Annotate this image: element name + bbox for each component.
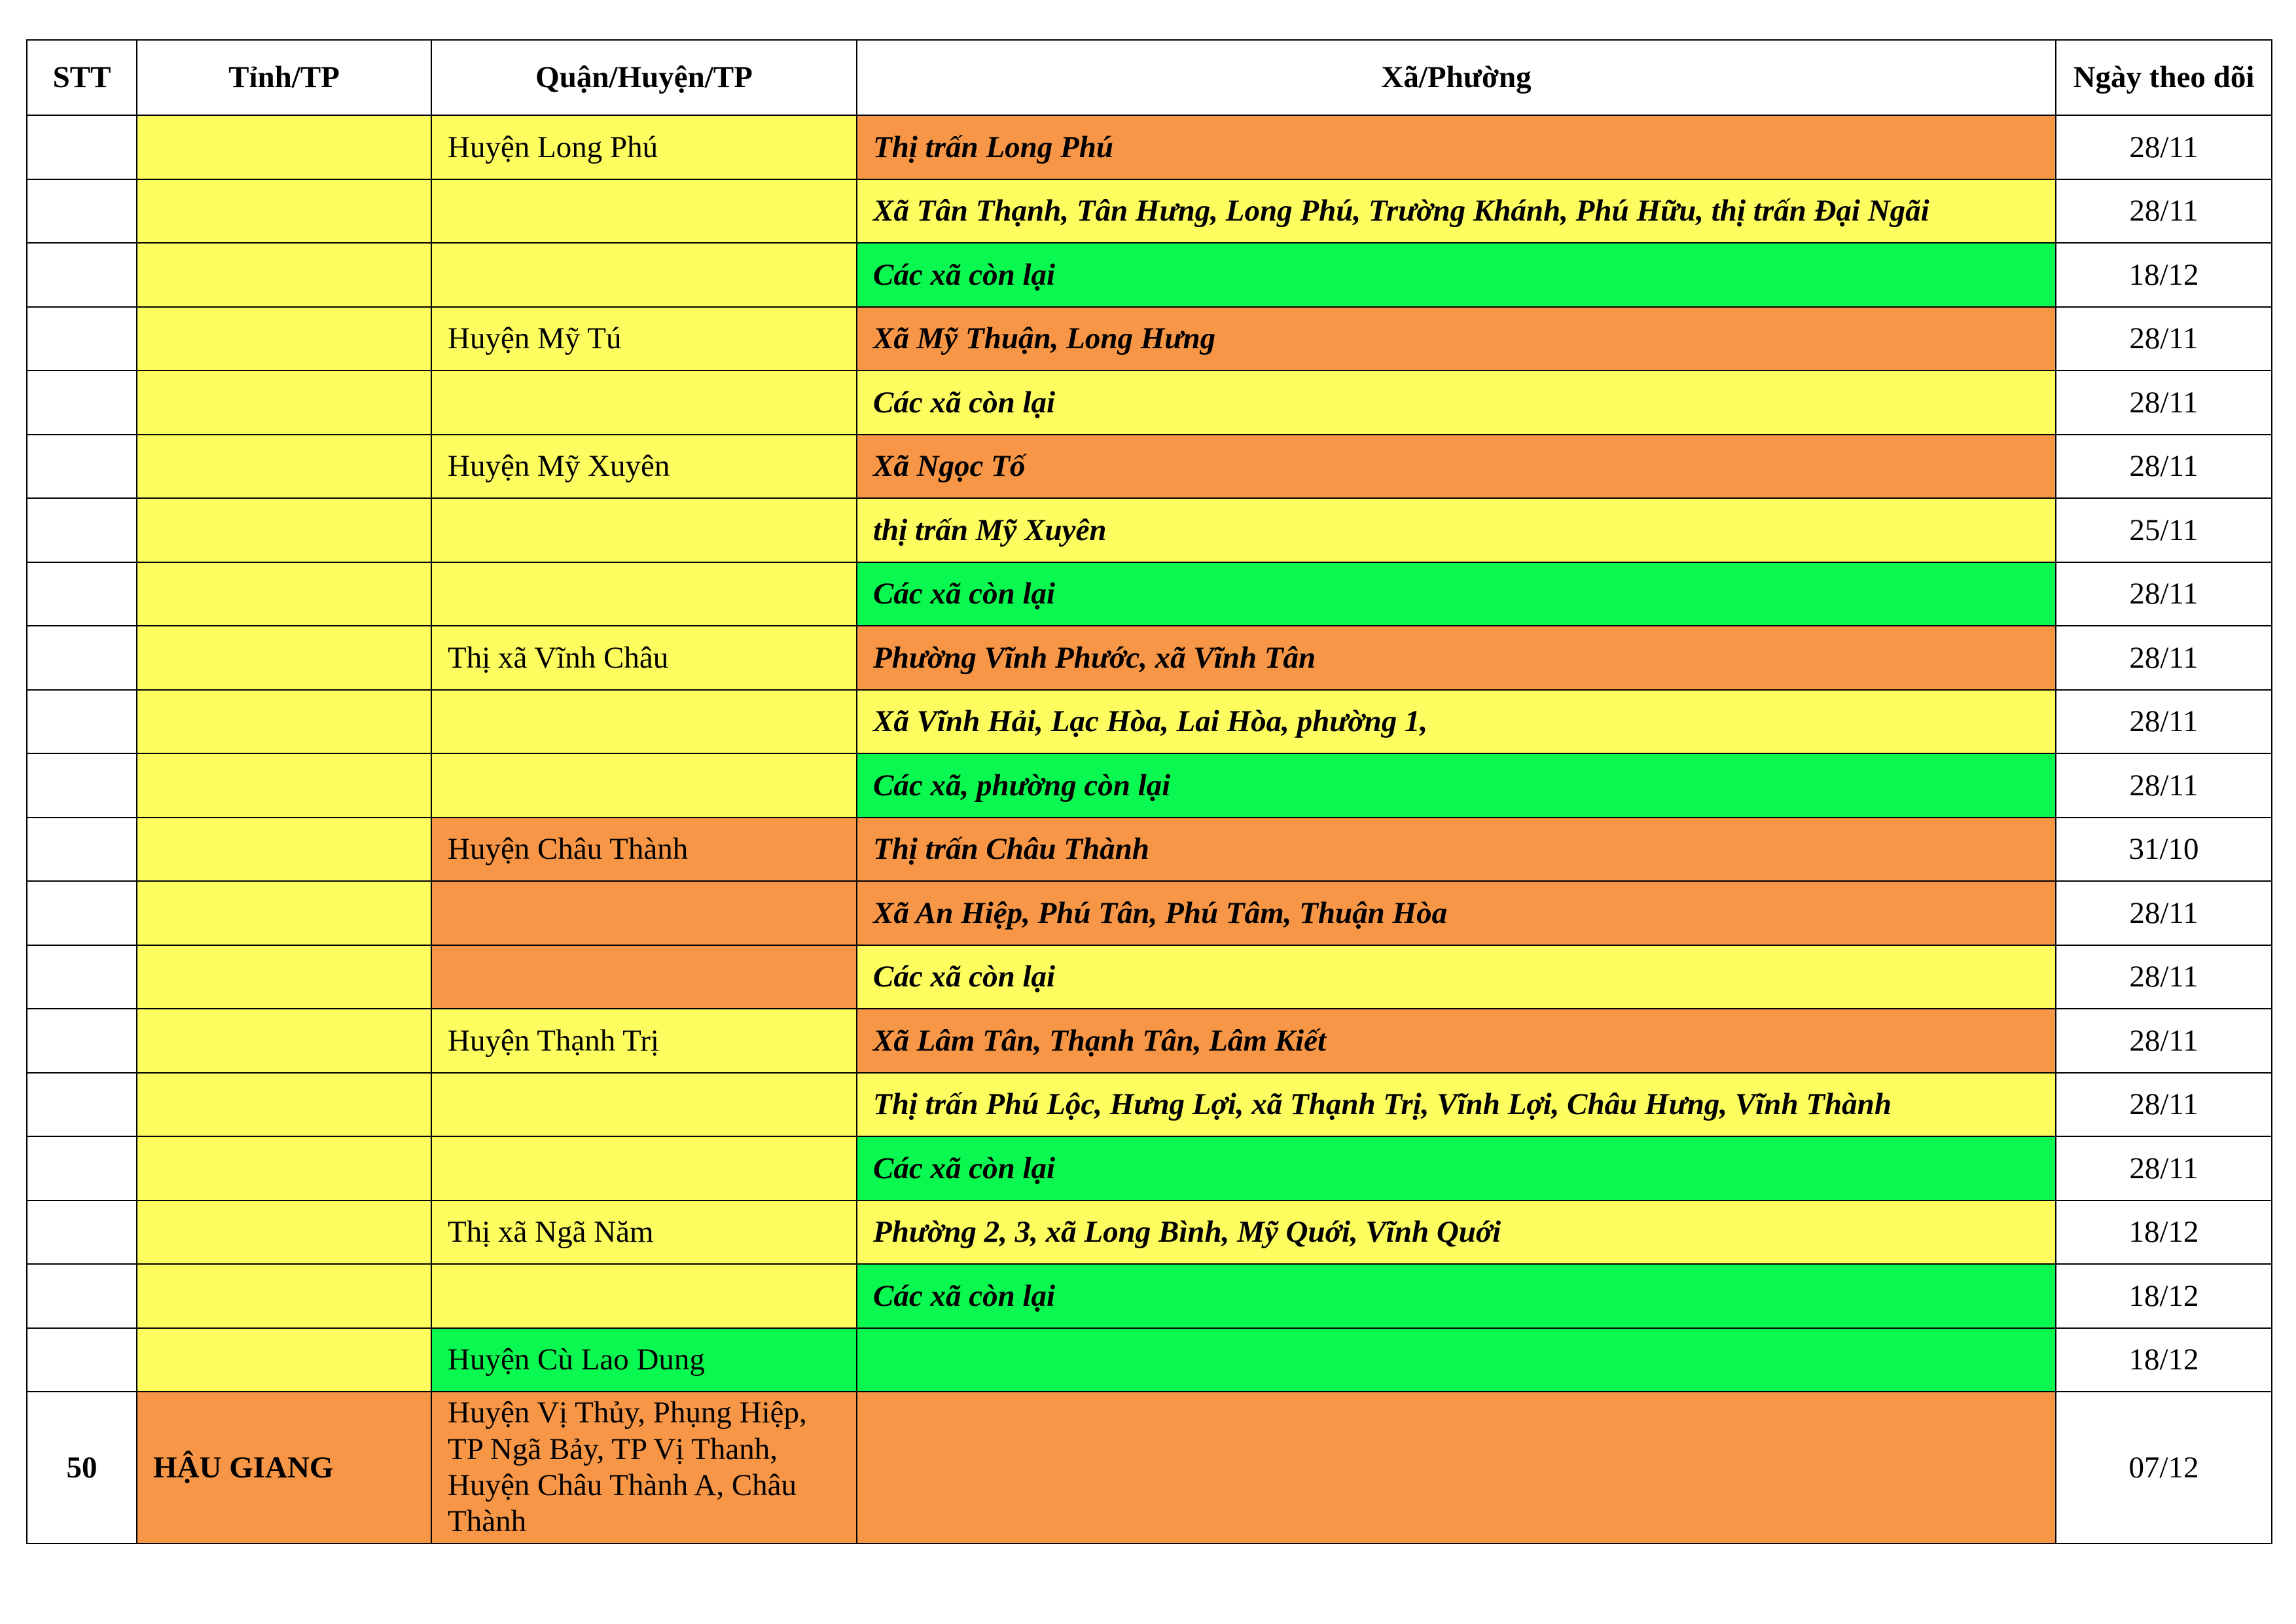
date-cell: 18/12 (2056, 1264, 2272, 1328)
table-row (27, 435, 2272, 499)
table-row (27, 562, 2272, 626)
date-cell: 28/11 (2056, 626, 2272, 690)
province-cell (137, 435, 431, 499)
date-cell: 28/11 (2056, 690, 2272, 754)
table-row (27, 753, 2272, 818)
district-cell: Thị xã Ngã Năm (431, 1200, 857, 1265)
district-cell: Huyện Châu Thành (431, 818, 857, 882)
ward-cell: Xã Mỹ Thuận, Long Hưng (857, 307, 2056, 371)
date-cell: 18/12 (2056, 1328, 2272, 1392)
table-body (27, 115, 2272, 1543)
stt-cell (27, 243, 137, 307)
district-cell (431, 945, 857, 1009)
district-cell (431, 243, 857, 307)
stt-cell (27, 1136, 137, 1200)
province-cell (137, 370, 431, 435)
date-cell: 28/11 (2056, 435, 2272, 499)
province-cell (137, 243, 431, 307)
ward-cell: Xã Vĩnh Hải, Lạc Hòa, Lai Hòa, phường 1, (857, 690, 2056, 754)
ward-cell: Phường 2, 3, xã Long Bình, Mỹ Quới, Vĩnh Quới (857, 1200, 2056, 1265)
province-cell (137, 179, 431, 244)
date-cell: 18/12 (2056, 1200, 2272, 1265)
date-cell: 28/11 (2056, 1073, 2272, 1137)
date-cell: 28/11 (2056, 1136, 2272, 1200)
table-row (27, 370, 2272, 435)
ward-cell: Các xã còn lại (857, 562, 2056, 626)
district-cell (431, 370, 857, 435)
date-cell: 28/11 (2056, 945, 2272, 1009)
province-cell (137, 115, 431, 179)
province-cell (137, 1073, 431, 1137)
ward-cell: Xã Lâm Tân, Thạnh Tân, Lâm Kiết (857, 1009, 2056, 1073)
table-row (27, 115, 2272, 179)
district-cell: Huyện Thạnh Trị (431, 1009, 857, 1073)
table-row (27, 945, 2272, 1009)
date-cell: 28/11 (2056, 307, 2272, 371)
district-cell: Huyện Cù Lao Dung (431, 1328, 857, 1392)
stt-cell: 50 (27, 1392, 137, 1543)
stt-cell (27, 753, 137, 818)
date-cell: 28/11 (2056, 562, 2272, 626)
district-cell (431, 753, 857, 818)
stt-cell (27, 370, 137, 435)
district-cell (431, 1264, 857, 1328)
province-cell (137, 753, 431, 818)
ward-cell: Các xã còn lại (857, 1136, 2056, 1200)
district-cell (431, 498, 857, 562)
covid-risk-table (26, 39, 2272, 1544)
table-row (27, 818, 2272, 882)
ward-cell: thị trấn Mỹ Xuyên (857, 498, 2056, 562)
table-row (27, 179, 2272, 244)
stt-cell (27, 1328, 137, 1392)
district-cell: Thị xã Vĩnh Châu (431, 626, 857, 690)
district-cell: Huyện Mỹ Xuyên (431, 435, 857, 499)
stt-cell (27, 945, 137, 1009)
header-stt: STT (27, 40, 137, 115)
ward-cell: Thị trấn Châu Thành (857, 818, 2056, 882)
ward-cell: Xã An Hiệp, Phú Tân, Phú Tâm, Thuận Hòa (857, 881, 2056, 945)
district-cell (431, 690, 857, 754)
date-cell: 07/12 (2056, 1392, 2272, 1543)
district-cell: Huyện Mỹ Tú (431, 307, 857, 371)
date-cell: 25/11 (2056, 498, 2272, 562)
stt-cell (27, 498, 137, 562)
table-row (27, 1392, 2272, 1543)
stt-cell (27, 179, 137, 244)
ward-cell: Các xã còn lại (857, 370, 2056, 435)
province-cell (137, 307, 431, 371)
stt-cell (27, 818, 137, 882)
district-cell: Huyện Long Phú (431, 115, 857, 179)
table-row (27, 243, 2272, 307)
date-cell: 28/11 (2056, 115, 2272, 179)
date-cell: 28/11 (2056, 1009, 2272, 1073)
stt-cell (27, 1264, 137, 1328)
ward-cell: Phường Vĩnh Phước, xã Vĩnh Tân (857, 626, 2056, 690)
ward-cell (857, 1328, 2056, 1392)
district-cell: Huyện Vị Thủy, Phụng Hiệp, TP Ngã Bảy, TP Vị Thanh, Huyện Châu Thành A, Châu Thành (431, 1392, 857, 1543)
table-row (27, 690, 2272, 754)
table-row (27, 1136, 2272, 1200)
province-cell (137, 881, 431, 945)
date-cell: 28/11 (2056, 179, 2272, 244)
province-cell (137, 1009, 431, 1073)
district-cell (431, 179, 857, 244)
table-row (27, 1009, 2272, 1073)
province-cell (137, 562, 431, 626)
stt-cell (27, 690, 137, 754)
table-row (27, 307, 2272, 371)
ward-cell: Các xã còn lại (857, 243, 2056, 307)
province-cell (137, 945, 431, 1009)
stt-cell (27, 435, 137, 499)
district-cell (431, 1073, 857, 1137)
header-row (27, 40, 2272, 115)
table-row (27, 1264, 2272, 1328)
table-row (27, 1200, 2272, 1265)
stt-cell (27, 1073, 137, 1137)
district-cell (431, 1136, 857, 1200)
date-cell: 28/11 (2056, 881, 2272, 945)
province-cell (137, 818, 431, 882)
ward-cell: Các xã còn lại (857, 1264, 2056, 1328)
header-province: Tỉnh/TP (137, 40, 431, 115)
province-cell (137, 1200, 431, 1265)
stt-cell (27, 881, 137, 945)
stt-cell (27, 1200, 137, 1265)
district-cell (431, 881, 857, 945)
table-row (27, 1073, 2272, 1137)
ward-cell: Các xã còn lại (857, 945, 2056, 1009)
table-row (27, 498, 2272, 562)
district-cell (431, 562, 857, 626)
ward-cell (857, 1392, 2056, 1543)
stt-cell (27, 626, 137, 690)
stt-cell (27, 562, 137, 626)
date-cell: 28/11 (2056, 753, 2272, 818)
date-cell: 18/12 (2056, 243, 2272, 307)
province-cell: HẬU GIANG (137, 1392, 431, 1543)
stt-cell (27, 1009, 137, 1073)
stt-cell (27, 115, 137, 179)
date-cell: 31/10 (2056, 818, 2272, 882)
province-cell (137, 690, 431, 754)
ward-cell: Thị trấn Long Phú (857, 115, 2056, 179)
date-cell: 28/11 (2056, 370, 2272, 435)
ward-cell: Các xã, phường còn lại (857, 753, 2056, 818)
header-date: Ngày theo dõi (2056, 40, 2272, 115)
table-row (27, 626, 2272, 690)
province-cell (137, 626, 431, 690)
ward-cell: Thị trấn Phú Lộc, Hưng Lợi, xã Thạnh Trị, Vĩnh Lợi, Châu Hưng, Vĩnh Thành (857, 1073, 2056, 1137)
province-cell (137, 1264, 431, 1328)
ward-cell: Xã Tân Thạnh, Tân Hưng, Long Phú, Trường Khánh, Phú Hữu, thị trấn Đại Ngãi (857, 179, 2056, 244)
table-row (27, 1328, 2272, 1392)
header-ward: Xã/Phường (857, 40, 2056, 115)
table-row (27, 881, 2272, 945)
province-cell (137, 1328, 431, 1392)
province-cell (137, 1136, 431, 1200)
stt-cell (27, 307, 137, 371)
ward-cell: Xã Ngọc Tố (857, 435, 2056, 499)
province-cell (137, 498, 431, 562)
header-district: Quận/Huyện/TP (431, 40, 857, 115)
